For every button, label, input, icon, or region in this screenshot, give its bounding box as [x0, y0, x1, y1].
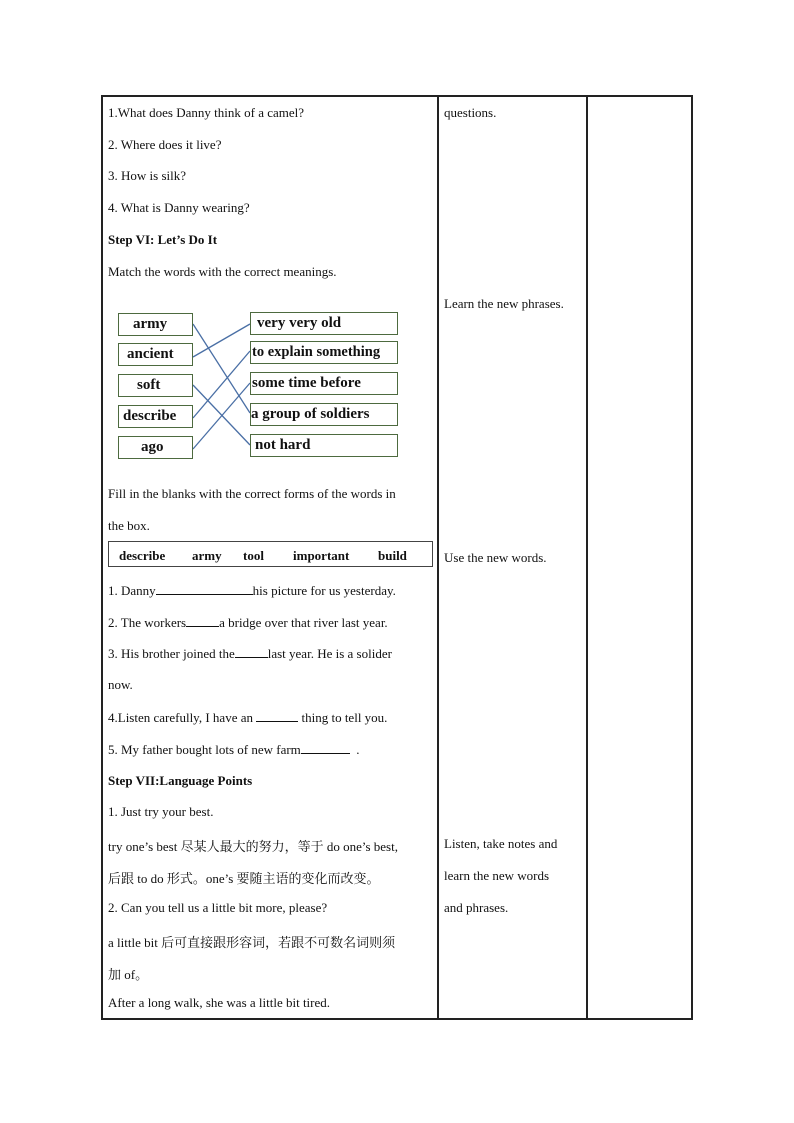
- blank-field[interactable]: [301, 741, 350, 754]
- fill-item-text: last year. He is a solider: [267, 646, 392, 661]
- fill-item-2: [108, 614, 388, 631]
- fill-item-text: 5. My father bought lots of new farm: [108, 742, 301, 757]
- match-word-ancient[interactable]: [118, 343, 193, 366]
- match-instruction: Match the words with the correct meanings.: [108, 264, 337, 279]
- match-word-describe[interactable]: [118, 405, 193, 428]
- match-meaning-5[interactable]: [250, 434, 398, 457]
- match-meaning-label: some time before: [252, 375, 361, 391]
- student-activity-4: and phrases.: [444, 900, 509, 915]
- match-meaning-label: not hard: [255, 437, 311, 453]
- match-word-label: ancient: [127, 346, 174, 362]
- student-activity-2: Learn the new phrases.: [444, 296, 564, 311]
- student-activity-4: Listen, take notes and: [444, 836, 558, 851]
- match-word-soft[interactable]: [118, 374, 193, 397]
- match-meaning-1[interactable]: [250, 312, 398, 335]
- match-meaning-label: very very old: [257, 315, 342, 331]
- match-word-label: army: [133, 316, 168, 332]
- language-point-line: 2. Can you tell us a little bit more, please?: [108, 900, 328, 915]
- question-2: 2. Where does it live?: [108, 137, 222, 152]
- match-word-ago[interactable]: [118, 436, 193, 459]
- match-word-army[interactable]: [118, 313, 193, 336]
- word-box-item: army: [192, 548, 222, 563]
- blank-field[interactable]: [186, 614, 219, 627]
- blank-field[interactable]: [256, 709, 298, 722]
- step6-title: Step VI: Let’s Do It: [108, 232, 218, 247]
- fill-item-3-cont: now.: [108, 677, 133, 692]
- fill-item-text: .: [356, 742, 360, 757]
- match-meaning-label: to explain something: [252, 344, 381, 360]
- student-activity-3: Use the new words.: [444, 550, 547, 565]
- fill-item-text: his picture for us yesterday.: [252, 583, 396, 598]
- language-point-line: After a long walk, she was a little bit tired.: [108, 995, 331, 1010]
- fill-item-text: 4.Listen carefully, I have an: [108, 710, 253, 725]
- fill-item-text: thing to tell you.: [301, 710, 388, 725]
- language-point-line: try one’s best 尽某人最大的努力，等于 do one’s best,: [108, 839, 398, 854]
- fill-item-1: [108, 582, 396, 599]
- fill-item-text: 1. Danny: [108, 583, 156, 598]
- word-box-item: important: [293, 548, 350, 563]
- match-word-label: describe: [123, 408, 177, 424]
- word-box-item: describe: [119, 548, 166, 563]
- match-word-label: soft: [137, 377, 161, 393]
- fill-instruction: Fill in the blanks with the correct forms of the words in: [108, 486, 396, 501]
- word-box-item: build: [378, 548, 407, 563]
- fill-item-text: a bridge over that river last year.: [219, 615, 388, 630]
- fill-item-3: [108, 645, 392, 662]
- match-meaning-2[interactable]: [250, 341, 398, 364]
- question-1: 1.What does Danny think of a camel?: [108, 105, 305, 120]
- question-3: 3. How is silk?: [108, 168, 186, 183]
- language-point-line: 1. Just try your best.: [108, 804, 214, 819]
- match-meaning-3[interactable]: [250, 372, 398, 395]
- language-point-line: a little bit 后可直接跟形容词，若跟不可数名词则须: [108, 935, 396, 950]
- language-point-line: 加 of。: [108, 967, 149, 982]
- fill-item-text: 2. The workers: [108, 615, 187, 630]
- word-box: [108, 541, 433, 567]
- fill-item-5: [108, 741, 360, 758]
- blank-field[interactable]: [156, 582, 253, 595]
- match-meaning-label: a group of soldiers: [251, 406, 370, 422]
- student-activity-1: questions.: [444, 105, 497, 120]
- match-word-label: ago: [141, 439, 164, 455]
- fill-item-text: 3. His brother joined the: [108, 646, 235, 661]
- fill-instruction-cont: the box.: [108, 518, 150, 533]
- word-box-item: tool: [243, 548, 264, 563]
- blank-field[interactable]: [235, 645, 268, 658]
- language-point-line: 后跟 to do 形式。one’s 要随主语的变化而改变。: [108, 871, 380, 886]
- student-activity-4: learn the new words: [444, 868, 550, 883]
- step7-title: Step VII:Language Points: [108, 773, 253, 788]
- match-meaning-4[interactable]: [250, 403, 398, 426]
- question-4: 4. What is Danny wearing?: [108, 200, 250, 215]
- fill-item-4: [108, 709, 387, 726]
